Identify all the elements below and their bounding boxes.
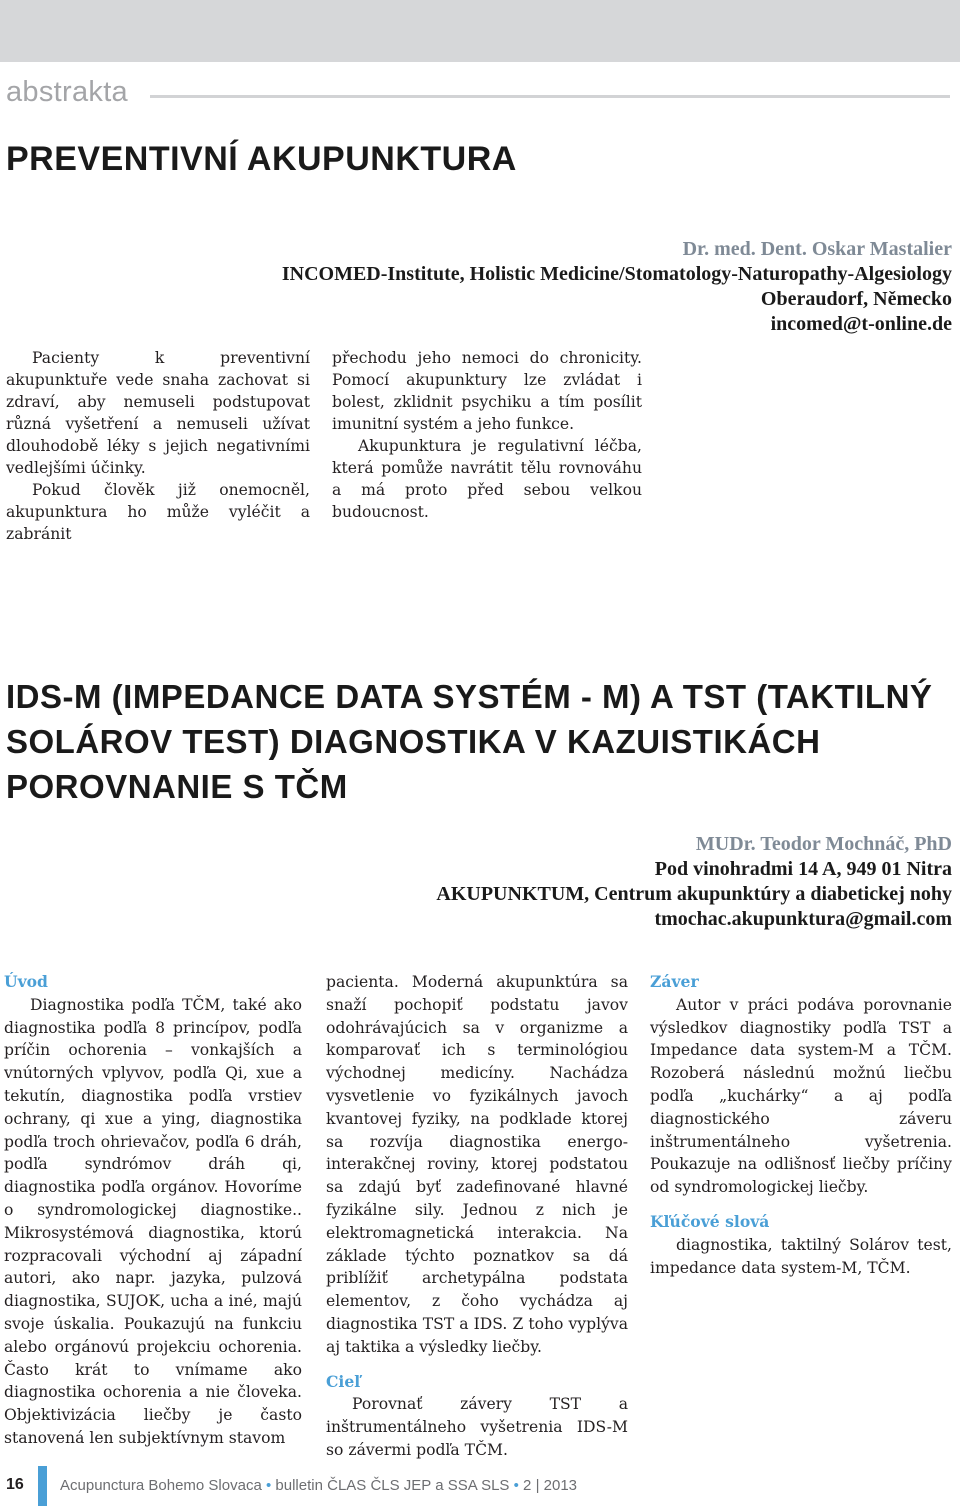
article1-title: PREVENTIVNÍ AKUPUNKTURA <box>6 140 517 178</box>
zaver-text: Autor v práci podáva porovnanie výsledkov diagnostiky podľa TST a Impedance data system-M a TČM. Rozoberá následnú možnú liečbu podľa „kuchárky“ a aj podľa diagnostického záveru inštrumentálneho vyšetrenia. Poukazuje na odlišnosť liečby príčiny od syndromologickej liečby. <box>650 995 952 1197</box>
section-rule <box>150 95 950 98</box>
article1-column-left <box>6 347 310 545</box>
article1-paragraph: Pacienty k preventivní akupunktuře vede snaha zachovat si zdraví, aby nemuseli podstupovat různá vyšetření a nemuseli užívat dlouhodobě léky s jejich negativními vedlejšími účinky. <box>6 349 310 477</box>
uvod-heading: Úvod <box>4 972 48 991</box>
uvod-text: Diagnostika podľa TČM, také ako diagnostika podľa 8 princípov, podľa príčin ochorenia – vonkajších a vnútorných vplyvov, podľa Qi, xue a tekutín, diagnostika podľa vrstiev ochrany, qi xue a ying, diagnostika podľa troch ohrievačov, podľa 6 dráh, podľa syndrómov dráh qi, diagnostika podľa orgánov. Hovoríme o syndromologickej diagnostike.. Mikrosystémová diagnostika, ktorú rozpracovali východní aj západní autori, ako napr. jazyka, pulzová diagnostika, SUJOK, ucha a iné, majú svoje úskalia. Poukazujú na funkciu alebo orgánovú projekciu ochorenia. Často krát to vnímame ako diagnostika ochorenia a nie človeka. Objektivizácia liečby je často stanovená len subjektívnym stavom <box>4 995 302 1447</box>
year: 2013 <box>543 1477 578 1494</box>
article1-author-block <box>282 237 952 337</box>
keywords-text: diagnostika, taktilný Solárov test, impedance data system-M, TČM. <box>650 1235 952 1277</box>
article1-author-email[interactable]: incomed@t-online.de <box>770 313 952 335</box>
article1-author-name: Dr. med. Dent. Oskar Mastalier <box>682 238 952 260</box>
page-number: 16 <box>6 1476 24 1493</box>
article2-column-2 <box>326 971 628 1462</box>
journal-name: Acupunctura Bohemo Slovaca <box>60 1477 262 1494</box>
article1-paragraph: Pokud člověk již onemocněl, akupunktura ho může vyléčit a zabránit <box>6 481 310 543</box>
article2-column-3 <box>650 971 952 1279</box>
footer-accent-bar <box>38 1466 47 1506</box>
article2-author-email[interactable]: tmochac.akupunktura@gmail.com <box>654 908 952 930</box>
footer-journal-line <box>60 1477 577 1494</box>
section-label: abstrakta <box>6 76 128 108</box>
top-band <box>0 0 960 62</box>
bulletin-name: bulletin ČLAS ČLS JEP a SSA SLS <box>275 1477 510 1494</box>
article2-author-name: MUDr. Teodor Mochnáč, PhD <box>695 833 952 855</box>
volume-number: 2 <box>523 1477 532 1494</box>
keywords-heading: Kľúčové slová <box>650 1211 770 1231</box>
article2-author-address: Pod vinohradmi 14 A, 949 01 Nitra <box>654 858 952 880</box>
ciel-heading: Cieľ <box>326 1371 361 1391</box>
divider: | <box>535 1477 540 1494</box>
page-footer <box>0 1466 960 1506</box>
article2-author-block <box>436 832 952 932</box>
article1-author-city: Oberaudorf, Německo <box>760 288 952 310</box>
article2-column-1 <box>4 971 302 1450</box>
zaver-heading: Záver <box>650 972 699 991</box>
section-header <box>0 74 960 114</box>
ciel-text: Porovnať závery TST a inštrumentálneho vyšetrenia IDS-M so závermi podľa TČM. <box>326 1395 628 1459</box>
article1-column-right <box>332 347 642 523</box>
article1-author-institute: INCOMED-Institute, Holistic Medicine/Stomatology-Naturopathy-Algesiology <box>281 263 952 285</box>
article1-paragraph: Akupunktura je regulativní léčba, která pomůže navrátit tělu rovnováhu a má proto před sebou velkou budoucnost. <box>332 437 642 521</box>
article2-title: IDS-M (IMPEDANCE DATA SYSTÉM - M) A TST (TAKTILNÝ SOLÁROV TEST) DIAGNOSTIKA V KAZUISTIKÁCH POROVNANIE S TČM <box>6 678 933 805</box>
bullet-icon: • <box>265 1477 272 1494</box>
uvod-text-continued: pacienta. Moderná akupunktúra sa snaží pochopiť podstatu javov odohrávajúcich sa v organizme a komparovať ich s terminológiou východnej medicíny. Nachádza vysvetlenie vo fyzikálnych javoch kvantovej fyziky, na podklade ktorej sa rozvíja diagnostika energo-interakčnej roviny, ktorej podstatou sa zdajú byť zadefinované hlavné fyzikálne sily. Jednou z nich je elektromagnetická interakcia. Na základe týchto poznatkov sa dá priblížiť archetypálna podstata elementov, z čoho vychádza aj diagnostika TST a IDS. Z toho vyplýva aj taktika a výsledky liečby. <box>326 973 628 1356</box>
article2-author-institute: AKUPUNKTUM, Centrum akupunktúry a diabetickej nohy <box>436 883 952 905</box>
article1-paragraph: přechodu jeho nemoci do chronicity. Pomocí akupunktury lze zvládat i bolest, zklidnit psychiku a tím posílit imunitní systém a jeho funkce. <box>332 349 642 433</box>
bullet-icon: • <box>513 1477 519 1494</box>
